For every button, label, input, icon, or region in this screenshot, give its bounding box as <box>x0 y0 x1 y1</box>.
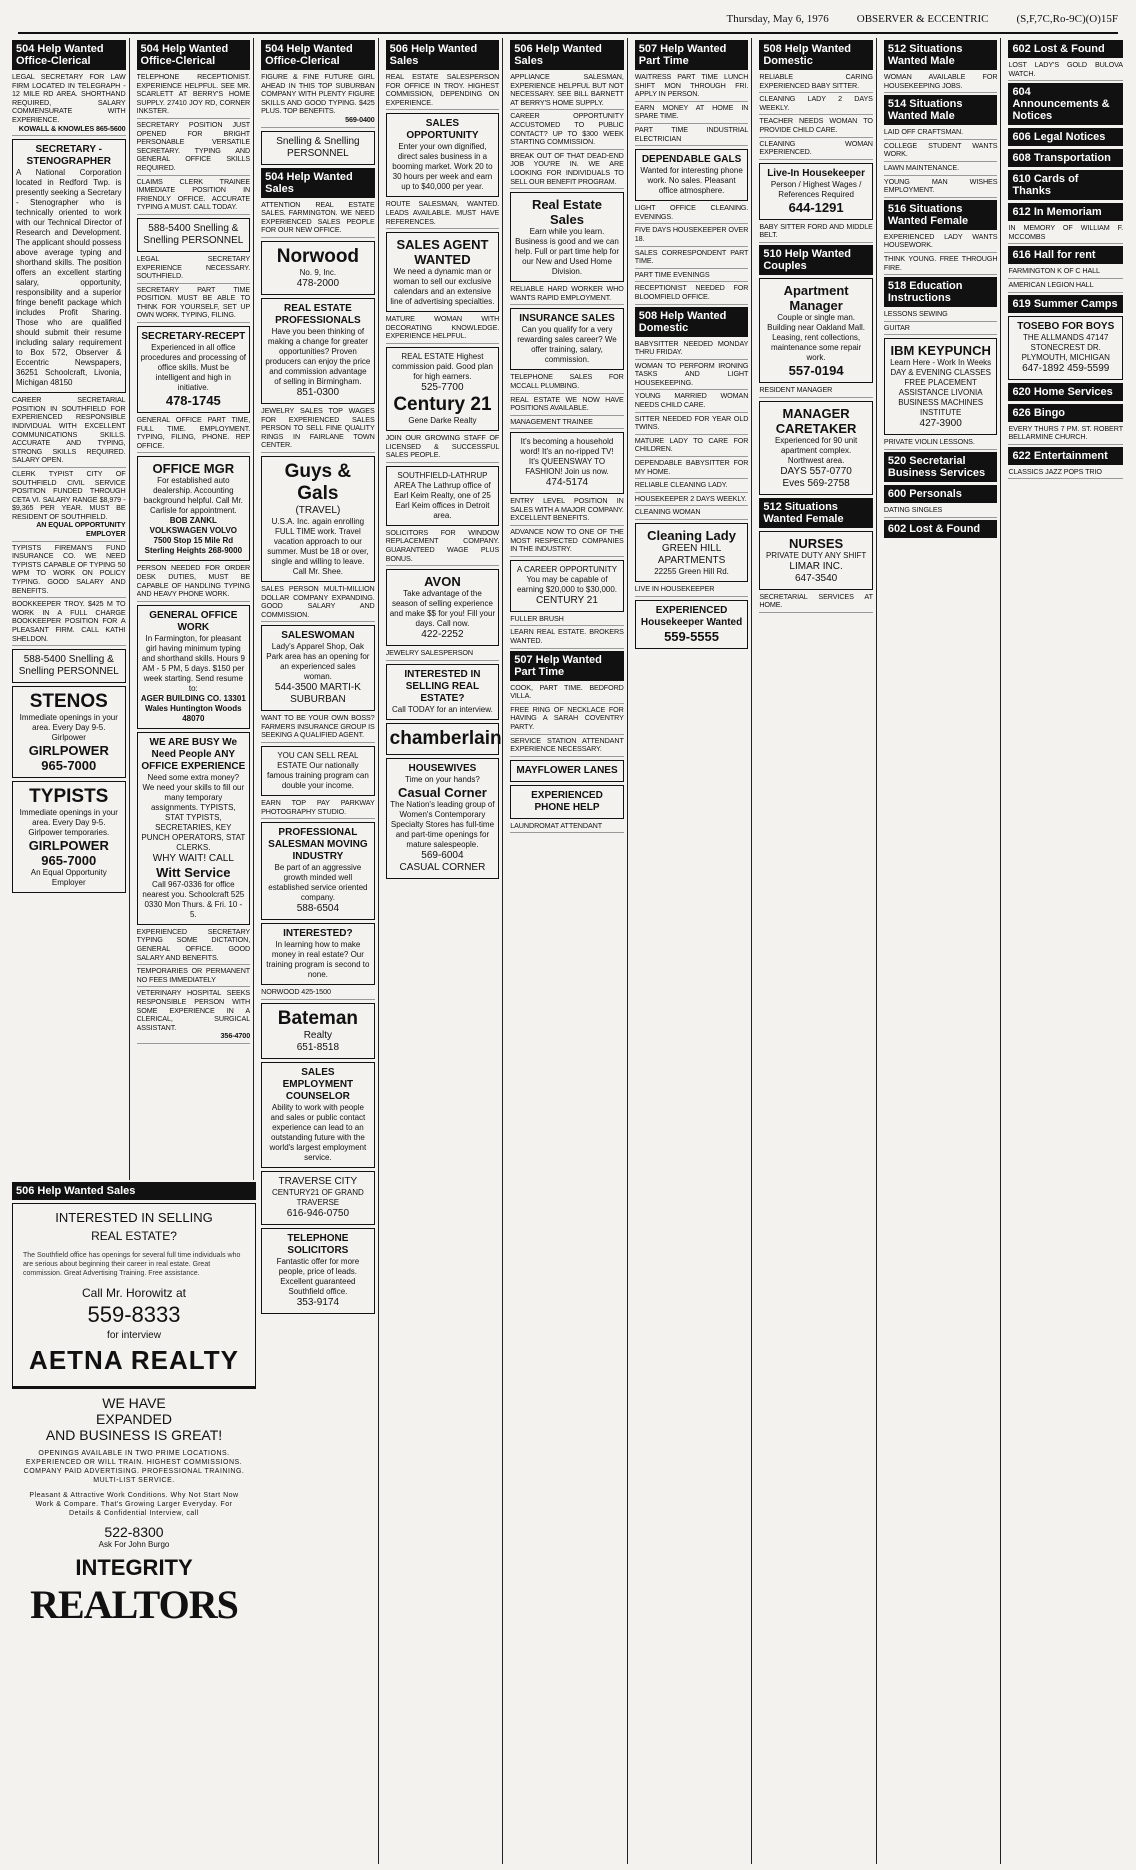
classified-ad: APPLIANCE SALESMAN, EXPERIENCE HELPFUL BUT NOT NECESSARY. SEE BILL BARNETT AT BERRY'S HOME SUPPLY. <box>510 73 624 110</box>
classified-ad: JOIN OUR GROWING STAFF OF LICENSED & SUCCESSFUL SALES PEOPLE. <box>386 434 500 463</box>
section-header: 626 Bingo <box>1008 404 1123 422</box>
classified-ad: CLAIMS CLERK TRAINEE IMMEDIATE POSITION IN FRIENDLY OFFICE. ACCURATE TYPING A MUST. CALL TODAY. <box>137 178 251 215</box>
classified-ad: BABY SITTER FORD AND MIDDLE BELT. <box>759 223 873 243</box>
classified-ad: COOK, PART TIME. BEDFORD VILLA. <box>510 684 624 704</box>
section-header: 612 In Memoriam <box>1008 203 1123 221</box>
display-ad: OFFICE MGR For established auto dealership. Accounting background helpful. Call Mr. Carlisle for appointment. BOB ZANKL VOLKSWAGEN VOLVO 7500 Stop 15 Mile Rd Sterling Heights 268-9000 <box>137 456 251 561</box>
classified-ad: EXPERIENCED LADY WANTS HOUSEWORK. <box>884 233 998 253</box>
classified-ad: FIGURE & FINE FUTURE GIRL AHEAD IN THIS TOP SUBURBAN COMPANY WITH PLENTY FIGURE SKILLS AND GOOD TYPING. $425 PLUS. TOP BENEFITS. 569-0400 <box>261 73 375 128</box>
section-header: 520 Secretarial Business Services <box>884 452 998 482</box>
classified-ad: MATURE LADY TO CARE FOR CHILDREN. <box>635 437 749 457</box>
display-ad: TRAVERSE CITY CENTURY21 OF GRAND TRAVERSE 616-946-0750 <box>261 1171 375 1225</box>
column-4 <box>386 38 504 1864</box>
classified-ad: SALES CORRESPONDENT PART TIME. <box>635 249 749 269</box>
classified-ad: TEMPORARIES OR PERMANENT NO FEES IMMEDIATELY <box>137 967 251 987</box>
classified-ad: CLEANING WOMAN EXPERIENCED. <box>759 140 873 160</box>
classified-ad: ADVANCE NOW TO ONE OF THE MOST RESPECTED COMPANIES IN THE INDUSTRY. <box>510 528 624 557</box>
column-8 <box>884 38 1002 1864</box>
section-header: 602 Lost & Found <box>884 520 998 538</box>
classified-ad: TELEPHONE SALES FOR MCCALL PLUMBING. <box>510 373 624 393</box>
display-ad: Live-In Housekeeper Person / Highest Wages / References Required 644-1291 <box>759 163 873 220</box>
display-ad: Cleaning Lady GREEN HILL APARTMENTS 22255 Green Hill Rd. <box>635 523 749 582</box>
section-header: 506 Help Wanted Sales <box>12 1182 256 1200</box>
classified-ad: TELEPHONE RECEPTIONIST. EXPERIENCE HELPFUL. SEE MR. SCARLETT AT BERRY'S HOME SUPPLY. 27410 JOY RD, CORNER INKSTER. <box>137 73 251 119</box>
classified-ad: SITTER NEEDED FOR YEAR OLD TWINS. <box>635 415 749 435</box>
classified-ad: FARMINGTON K OF C HALL <box>1008 267 1123 279</box>
masthead-paper: OBSERVER & ECCENTRIC <box>856 13 989 25</box>
display-ad: MAYFLOWER LANES <box>510 760 624 782</box>
classified-ad: MANAGEMENT TRAINEE <box>510 418 624 430</box>
display-ad: Bateman Realty 651-8518 <box>261 1003 375 1059</box>
classified-ad: THINK YOUNG. FREE THROUGH FIRE. <box>884 255 998 275</box>
integrity-realtors-ad: WE HAVE EXPANDED AND BUSINESS IS GREAT! OPENINGS AVAILABLE IN TWO PRIME LOCATIONS. EXPERIENCED OR WILL TRAIN. HIGHEST COMMISSIONS. COMPANY PAID ADVERTISING. PROFESSIONAL TRAINING. MULTI-LIST SERVICE. Pleasant & Attractive Work Conditions. Why Not Start Now Work & Compare. That's Growing Larger Everyday. For Details & Confidential Interview, call 522-8300 Ask For John Burgo INTEGRITY REALTORS <box>12 1387 256 1634</box>
masthead <box>18 6 1118 34</box>
classified-ad: SOLICITORS FOR WINDOW REPLACEMENT COMPANY. GUARANTEED WAGE PLUS BONUS. <box>386 529 500 566</box>
display-ad: SECRETARY-RECEPT Experienced in all office procedures and processing of office skills. Must be intelligent and high in initiative. 478-1745 <box>137 326 251 413</box>
display-ad: NURSES PRIVATE DUTY ANY SHIFT LIMAR INC. 647-3540 <box>759 531 873 590</box>
display-ad: REAL ESTATE PROFESSIONALS Have you been thinking of making a change for greater opportunities? Proven producers can enjoy the price and commission advantage of selling in Birmingham. 851-0300 <box>261 298 375 404</box>
classified-ad: BOOKKEEPER TROY. $425 M TO WORK IN A FULL CHARGE BOOKKEEPER POSITION FOR A PLEASANT FIRM. CALL KATHI SHELDON. <box>12 600 126 646</box>
display-ad: AVON Take advantage of the season of selling experience and make $$ for you! Fill your days. Call now. 422-2252 <box>386 569 500 646</box>
classified-ad: AMERICAN LEGION HALL <box>1008 281 1123 293</box>
classified-ad: LAID OFF CRAFTSMAN. <box>884 128 998 140</box>
display-ad: SALES AGENT WANTED We need a dynamic man or woman to sell our exclusive calendars and an extensive line of advertising specialties. <box>386 232 500 312</box>
section-header: 512 Situations Wanted Female <box>759 498 873 528</box>
classified-ad: PART TIME INDUSTRIAL ELECTRICIAN <box>635 126 749 146</box>
display-ad: DEPENDABLE GALS Wanted for interesting phone work. No sales. Pleasant office atmosphere. <box>635 149 749 201</box>
classified-ad: PERSON NEEDED FOR ORDER DESK DUTIES, MUST BE CAPABLE OF HANDLING TYPING AND HEAVY PHONE WORK. <box>137 564 251 601</box>
display-ad: HOUSEWIVES Time on your hands? Casual Corner The Nation's leading group of Women's Contemporary Specialty Stores has full-time and part-time openings for mature salespeople. 569-6004 CASUAL CORNER <box>386 758 500 879</box>
section-header: 508 Help Wanted Domestic <box>635 307 749 337</box>
classified-ad: ROUTE SALESMAN, WANTED. LEADS AVAILABLE. MUST HAVE REFERENCES. <box>386 200 500 229</box>
display-ad: GENERAL OFFICE WORK In Farmington, for pleasant girl having minimum typing and shorthand skills. Hours 9 AM - 5 PM, 5 days. $150 per week starting. Send resume to: AGER BUILDING CO. 13301 Wales Huntington Woods 48070 <box>137 605 251 729</box>
display-ad: REAL ESTATE Highest commission paid. Good plan for high earners. 525-7700 Century 21 Gene Darke Realty <box>386 347 500 431</box>
classified-ad: SALES PERSON MULTI-MILLION DOLLAR COMPANY EXPANDING. GOOD SALARY AND COMMISSION. <box>261 585 375 622</box>
display-ad: TELEPHONE SOLICITORS Fantastic offer for more people, price of leads. Excellent guaranteed Southfield office. 353-9174 <box>261 1228 375 1314</box>
classified-ad: GENERAL OFFICE PART TIME, FULL TIME. EMPLOYMENT. TYPING, FILING, PHONE. REP OFFICE. <box>137 416 251 453</box>
section-header: 604 Announcements & Notices <box>1008 83 1123 125</box>
section-header: 504 Help Wanted Office-Clerical <box>137 40 251 70</box>
display-ad: PROFESSIONAL SALESMAN MOVING INDUSTRY Be part of an aggressive growth minded well established service oriented company. 588-6504 <box>261 822 375 920</box>
classified-ad: CAREER OPPORTUNITY ACCUSTOMED TO PUBLIC CONTACT? UP TO $300 WEEK STARTING COMMISSION. <box>510 112 624 149</box>
section-header: 507 Help Wanted Part Time <box>510 651 624 681</box>
classified-ad: LESSONS SEWING <box>884 310 998 322</box>
classified-ad: WANT TO BE YOUR OWN BOSS? FARMERS INSURANCE GROUP IS SEEKING A QUALIFIED AGENT. <box>261 714 375 743</box>
classified-ad: WOMAN TO PERFORM IRONING TASKS AND LIGHT HOUSEKEEPING. <box>635 362 749 391</box>
classified-ad: LAUNDROMAT ATTENDANT <box>510 822 624 834</box>
classified-ad: RELIABLE CARING EXPERIENCED BABY SITTER. <box>759 73 873 93</box>
display-ad: Real Estate Sales Earn while you learn. Business is good and we can help. Full or part time help for our New and Used Home Division. <box>510 192 624 282</box>
classified-ad: COLLEGE STUDENT WANTS WORK. <box>884 142 998 162</box>
display-ad: INSURANCE SALES Can you qualify for a very rewarding sales career? We offer training, salary, commission. <box>510 308 624 370</box>
section-header: 600 Personals <box>884 485 998 503</box>
classified-ad: IN MEMORY OF WILLIAM F. MCCOMBS <box>1008 224 1123 244</box>
classified-ad: EVERY THURS 7 PM. ST. ROBERT BELLARMINE CHURCH. <box>1008 425 1123 445</box>
display-ad: It's becoming a household word! It's an no-ripped TV! It's QUEENSWAY TO FASHION! Join us now. 474-5174 <box>510 432 624 494</box>
ad-body: A National Corporation located in Redford Twp. is presently seeking a Secretary - Stenographer who is technically oriented to work with our Technical Director of Research and Development. The applicant should possess above average typing and shorthand skills. The position offers an excellent starting salary, opportunity, responsibility and a superior fringe benefit package which includes Profit Sharing. Those who are qualified should submit their resume including salary requirement to Box 572, Observer & Eccentric Newspapers, 36251 Schoolcraft, Livonia, Michigan 48150 <box>16 168 122 388</box>
classified-ad: LEGAL SECRETARY EXPERIENCE NECESSARY. SOUTHFIELD. <box>137 255 251 284</box>
classified-ad: RELIABLE CLEANING LADY. <box>635 481 749 493</box>
classified-ad: PART TIME EVENINGS <box>635 271 749 283</box>
classified-ad: BABYSITTER NEEDED MONDAY THRU FRIDAY. <box>635 340 749 360</box>
section-header: 619 Summer Camps <box>1008 295 1123 313</box>
section-header: 504 Help Wanted Office-Clerical <box>261 40 375 70</box>
classified-ad: WAITRESS PART TIME LUNCH SHIFT MON THROUGH FRI. APPLY IN PERSON. <box>635 73 749 102</box>
masthead-section: (S,F,7C,Ro-9C)(O)15F <box>1016 13 1118 25</box>
column-6 <box>635 38 753 1864</box>
classified-ad: EARN MONEY AT HOME IN SPARE TIME. <box>635 104 749 124</box>
display-ad: IBM KEYPUNCH Learn Here - Work In Weeks DAY & EVENING CLASSES FREE PLACEMENT ASSISTANCE LIVONIA BUSINESS MACHINES INSTITUTE 427-3900 <box>884 338 998 435</box>
display-ad: TOSEBO FOR BOYS THE ALLMANDS 47147 STONECREST DR. PLYMOUTH, MICHIGAN 647-1892 459-5599 <box>1008 316 1123 380</box>
column-3 <box>261 38 379 1864</box>
classified-ad: CLEANING LADY 2 DAYS WEEKLY. <box>759 95 873 115</box>
section-header: 504 Help Wanted Sales <box>261 168 375 198</box>
classified-ad: MATURE WOMAN WITH DECORATING KNOWLEDGE. EXPERIENCE HELPFUL. <box>386 315 500 344</box>
classified-ad: JEWELRY SALESPERSON <box>386 649 500 661</box>
classified-ad: BREAK OUT OF THAT DEAD-END JOB YOU'RE IN. WE ARE LOOKING FOR INDIVIDUALS TO SELL OUR BENEFIT PROGRAM. <box>510 152 624 189</box>
display-ad: MANAGER CARETAKER Experienced for 90 unit apartment complex. Northwest area. DAYS 557-0770 Eves 569-2758 <box>759 401 873 495</box>
display-ad: TYPISTS Immediate openings in your area. Every Day 9-5. Girlpower temporaries. GIRLPOWER 965-7000 An Equal Opportunity Employer <box>12 781 126 893</box>
classified-ad: GUITAR <box>884 324 998 336</box>
display-ad: A CAREER OPPORTUNITY You may be capable of earning $20,000 to $30,000. CENTURY 21 <box>510 560 624 612</box>
section-header: 602 Lost & Found <box>1008 40 1123 58</box>
classified-ad: YOUNG MARRIED WOMAN NEEDS CHILD CARE. <box>635 392 749 412</box>
column-5 <box>510 38 628 1864</box>
classified-ad: DATING SINGLES <box>884 506 998 518</box>
section-header: 610 Cards of Thanks <box>1008 170 1123 200</box>
section-header: 516 Situations Wanted Female <box>884 200 998 230</box>
column-9 <box>1008 38 1126 1864</box>
section-header: 606 Legal Notices <box>1008 128 1123 146</box>
classified-ad: DEPENDABLE BABYSITTER FOR MY HOME. <box>635 459 749 479</box>
display-ad: INTERESTED IN SELLING REAL ESTATE? Call TODAY for an interview. <box>386 664 500 720</box>
section-header: 608 Transportation <box>1008 149 1123 167</box>
classified-ad: LEARN REAL ESTATE. BROKERS WANTED. <box>510 628 624 648</box>
classified-ad: CLERK TYPIST CITY OF SOUTHFIELD CIVIL SERVICE POSITION FUNDED THROUGH CETA VI. SALARY RANGE $8,979 - $9,365 PER YEAR. MUST BE RESIDENT OF SOUTHFIELD. AN EQUAL OPPORTUNITY EMPLOYER <box>12 470 126 542</box>
ad-title: SECRETARY - STENOGRAPHER <box>26 144 111 168</box>
classified-ad: CLASSICS JAZZ POPS TRIO <box>1008 468 1123 480</box>
section-header: 514 Situations Wanted Male <box>884 95 998 125</box>
display-ad: 588-5400 Snelling & Snelling PERSONNEL <box>12 649 126 683</box>
classified-ad: LOST LADY'S GOLD BULOVA WATCH. <box>1008 61 1123 81</box>
aetna-integrity-block <box>12 1180 256 1864</box>
section-header: 506 Help Wanted Sales <box>510 40 624 70</box>
display-ad: SALES EMPLOYMENT COUNSELOR Ability to work with people and sales or public contact experience can lead to an outstanding future with the world's largest employment service. <box>261 1062 375 1168</box>
classified-ad: EARN TOP PAY PARKWAY PHOTOGRAPHY STUDIO. <box>261 799 375 819</box>
display-ad: SALES OPPORTUNITY Enter your own dignified, direct sales business in a booming market. Work 20 to 30 hours per week and earn up to $40,000 per year. <box>386 113 500 197</box>
classified-ad: PRIVATE VIOLIN LESSONS. <box>884 438 998 450</box>
classified-ad: SECRETARY PART TIME POSITION. MUST BE ABLE TO THINK FOR YOURSELF, SET UP OWN WORK. TYPING, FILING. <box>137 286 251 323</box>
display-ad: EXPERIENCED PHONE HELP <box>510 785 624 819</box>
section-header: 616 Hall for rent <box>1008 246 1123 264</box>
masthead-date: Thursday, May 6, 1976 <box>726 13 829 25</box>
display-ad <box>12 139 126 393</box>
classified-ad: LIGHT OFFICE CLEANING. EVENINGS. <box>635 204 749 224</box>
display-ad: INTERESTED? In learning how to make money in real estate? Our training program is second to none. <box>261 923 375 985</box>
classified-ad: RELIABLE HARD WORKER WHO WANTS RAPID EMPLOYMENT. <box>510 285 624 305</box>
classified-ad: WOMAN AVAILABLE FOR HOUSEKEEPING JOBS. <box>884 73 998 93</box>
classified-ad: JEWELRY SALES TOP WAGES FOR EXPERIENCED SALES PERSON TO SELL FINE QUALITY RINGS IN FAIRLANE TOWN CENTER. <box>261 407 375 453</box>
section-header: 504 Help Wanted Office-Clerical <box>12 40 126 70</box>
classified-ad: NORWOOD 425-1500 <box>261 988 375 1000</box>
section-header: 620 Home Services <box>1008 383 1123 401</box>
display-ad: chamberlain <box>386 723 500 755</box>
classified-ad: LIVE IN HOUSEKEEPER <box>635 585 749 597</box>
classified-ad: HOUSEKEEPER 2 DAYS WEEKLY. <box>635 495 749 507</box>
display-ad: SOUTHFIELD-LATHRUP AREA The Lathrup office of Earl Keim Realty, one of 25 Earl Keim offices in Detroit area. <box>386 466 500 526</box>
classified-ad: LEGAL SECRETARY FOR LAW FIRM LOCATED IN TELEGRAPH - 12 MILE RD AREA. SHORTHAND REQUIRED, SALARY COMMENSURATE WITH EXPERIENCE. KOWALL & KNOWLES 865-5600 <box>12 73 126 136</box>
display-ad: Snelling & Snelling PERSONNEL <box>261 131 375 165</box>
classified-ad: RECEPTIONIST NEEDED FOR BLOOMFIELD OFFICE. <box>635 284 749 304</box>
classified-ad: VETERINARY HOSPITAL SEEKS RESPONSIBLE PERSON WITH SOME EXPERIENCE IN A CLERICAL, SURGICAL ASSISTANT. 356-4700 <box>137 989 251 1044</box>
section-header: 507 Help Wanted Part Time <box>635 40 749 70</box>
display-ad: Apartment Manager Couple or single man. Building near Oakland Mall. Leasing, rent collections, maintenance some repair work. 557-0194 <box>759 278 873 383</box>
classified-ad: CLEANING WOMAN <box>635 508 749 520</box>
classified-ad: FULLER BRUSH <box>510 615 624 627</box>
classified-ad: TYPISTS FIREMAN'S FUND INSURANCE CO. WE NEED TYPISTS CAPABLE OF TYPING 50 WPM TO WORK ON POLICY TYPING. GOOD SALARY AND BENEFITS. <box>12 544 126 599</box>
section-header: 508 Help Wanted Domestic <box>759 40 873 70</box>
classified-ad: TEACHER NEEDS WOMAN TO PROVIDE CHILD CARE. <box>759 117 873 137</box>
section-header: 622 Entertainment <box>1008 447 1123 465</box>
column-7 <box>759 38 877 1864</box>
classified-ad: REAL ESTATE WE NOW HAVE POSITIONS AVAILABLE. <box>510 396 624 416</box>
display-ad: EXPERIENCED Housekeeper Wanted 559-5555 <box>635 600 749 649</box>
display-ad: Guys & Gals (TRAVEL) U.S.A. Inc. again enrolling FULL TIME work. Travel vacation approach to our summer. Must be 18 or over, single and willing to leave. Call Mr. Shee. <box>261 456 375 582</box>
classified-ad: FIVE DAYS HOUSEKEEPER OVER 18. <box>635 226 749 246</box>
display-ad: Norwood No. 9, Inc. 478-2000 <box>261 241 375 295</box>
classified-ad: REAL ESTATE SALESPERSON FOR OFFICE IN TROY. HIGHEST COMMISSION, DEPENDING ON EXPERIENCE. <box>386 73 500 110</box>
classified-ad: EXPERIENCED SECRETARY TYPING SOME DICTATION, GENERAL OFFICE. GOOD SALARY AND BENEFITS. <box>137 928 251 965</box>
classified-ad: RESIDENT MANAGER <box>759 386 873 398</box>
classified-ad: CAREER SECRETARIAL POSITION IN SOUTHFIELD FOR EXPERIENCED RESPONSIBLE INDIVIDUAL WITH EXCELLENT COMMUNICATIONS SKILLS. ACCURATE AND TYPING, STRONG SKILLS REQUIRED. SALARY OPEN. <box>12 396 126 468</box>
aetna-realty-ad: INTERESTED IN SELLING REAL ESTATE? The Southfield office has openings for several full time individuals who are serious about beginning their career in real estate. Great commission. Great Advertising Training. Free assistance. Call Mr. Horowitz at 559-8333 for interview AETNA REALTY <box>12 1203 256 1387</box>
section-header: 510 Help Wanted Couples <box>759 245 873 275</box>
classified-ad: ATTENTION REAL ESTATE SALES. FARMINGTON. WE NEED EXPERIENCED SALES PEOPLE FOR OUR NEW OFFICE. <box>261 201 375 238</box>
section-header: 512 Situations Wanted Male <box>884 40 998 70</box>
classified-ad: SECRETARIAL SERVICES AT HOME. <box>759 593 873 613</box>
classified-ad: LAWN MAINTENANCE. <box>884 164 998 176</box>
display-ad: WE ARE BUSY We Need People ANY OFFICE EXPERIENCE Need some extra money? We need your skills to fill our many temporary assignments. TYPISTS, STAT TYPISTS, SECRETARIES, KEY PUNCH OPERATORS, STAT CLERKS. WHY WAIT! CALL Witt Service Call 967-0336 for office nearest you. Schoolcraft 525 0330 Mon Thurs. & Fri. 10 - 5. <box>137 732 251 925</box>
display-ad: SALESWOMAN Lady's Apparel Shop, Oak Park area has an opening for an experienced sales woman. 544-3500 MARTI-K SUBURBAN <box>261 625 375 711</box>
section-header: 506 Help Wanted Sales <box>386 40 500 70</box>
display-ad: STENOS Immediate openings in your area. Every Day 9-5. Girlpower GIRLPOWER 965-7000 <box>12 686 126 778</box>
display-ad: YOU CAN SELL REAL ESTATE Our nationally famous training program can double your income. <box>261 746 375 796</box>
classified-ad: FREE RING OF NECKLACE FOR HAVING A SARAH COVENTRY PARTY. <box>510 706 624 735</box>
classified-ad: YOUNG MAN WISHES EMPLOYMENT. <box>884 178 998 198</box>
section-header: 518 Education Instructions <box>884 277 998 307</box>
classified-ad: ENTRY LEVEL POSITION IN SALES WITH A MAJOR COMPANY. EXCELLENT BENEFITS. <box>510 497 624 526</box>
classified-ad: SECRETARY POSITION JUST OPENED FOR BRIGHT PERSONABLE VERSATILE SECRETARY. TYPING AND GENERAL OFFICE SKILLS REQUIRED. <box>137 121 251 176</box>
classified-ad: SERVICE STATION ATTENDANT EXPERIENCE NECESSARY. <box>510 737 624 757</box>
display-ad: 588-5400 Snelling & Snelling PERSONNEL <box>137 218 251 252</box>
